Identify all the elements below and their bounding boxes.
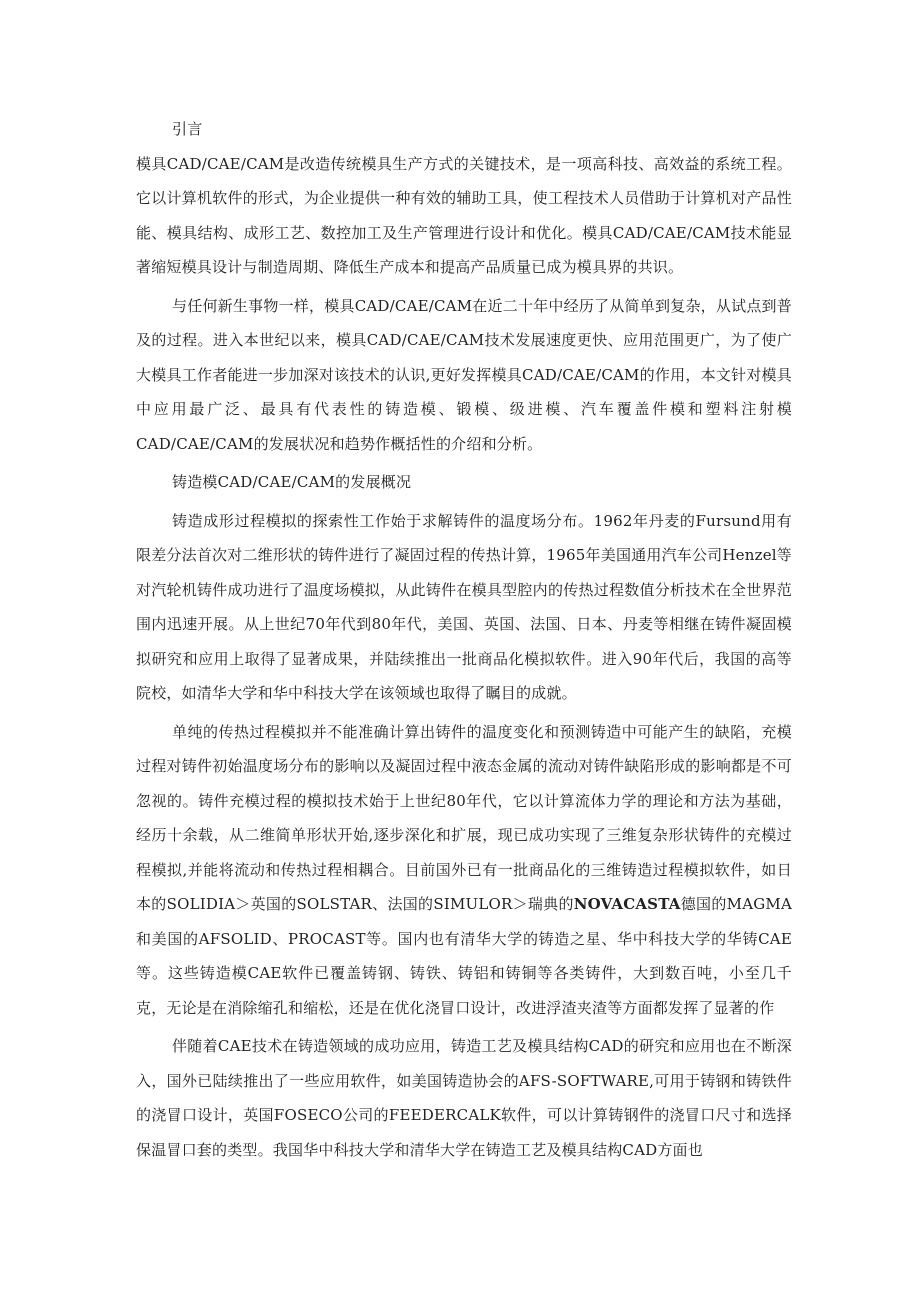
section-heading-intro: 引言 xyxy=(172,120,203,138)
paragraph-intro-2: 与任何新生事物一样，模具CAD/CAE/CAM在近二十年中经历了从简单到复杂，从试点到普及的过程。进入本世纪以来，模具CAD/CAE/CAM技术发展速度更快、应用范围更广，为了使广大模具工作者能进一步加深对该技术的认识,更好发挥模具CAD/CAE/CAM的作用，本文针对模具中应用最广泛、最具有代表性的铸造模、锻模、级进模、汽车覆盖件模和塑料注射模CAD/CAE/CAM的发展状况和趋势作概括性的介绍和分析。 xyxy=(136,296,792,453)
paragraph-casting-3: 伴随着CAE技术在铸造领域的成功应用，铸造工艺及模具结构CAD的研究和应用也在不断深入，国外已陆续推出了一些应用软件，如美国铸造协会的AFS-SOFTWARE,可用于铸钢和铸铁件的浇冒口设计，英国FOSECO公司的FEEDERCALK软件，可以计算铸钢件的浇冒口尺寸和选择保温冒口套的类型。我国华中科技大学和清华大学在铸造工艺及模具结构CAD方面也 xyxy=(136,1037,792,1159)
paragraph-casting-2-part-b: 德国的MAGMA和美国的AFSOLID、PROCAST等。国内也有清华大学的铸造之星、华中科技大学的华铸CAE等。这些铸造模CAE软件已覆盖铸钢、铸铁、铸铝和铸铜等各类铸件，大到数百吨，小至几千克，无论是在消除缩孔和缩松，还是在优化浇冒口设计，改进浮渣夹渣等方面都发挥了显著的作 xyxy=(136,895,792,1017)
software-name-novacast: NOVACASTA xyxy=(573,895,681,913)
section-heading-casting: 铸造模CAD/CAE/CAM的发展概况 xyxy=(172,473,412,491)
paragraph-casting-2-part-a: 单纯的传热过程模拟并不能准确计算出铸件的温度变化和预测铸造中可能产生的缺陷，充模过程对铸件初始温度场分布的影响以及凝固过程中液态金属的流动对铸件缺陷形成的影响都是不可忽视的。铸件充模过程的模拟技术始于上世纪80年代，它以计算流体力学的理论和方法为基础，经历十余载，从二维简单形状开始,逐步深化和扩展，现已成功实现了三维复杂形状铸件的充模过程模拟,并能将流动和传热过程相耦合。目前国外已有一批商品化的三维铸造过程模拟软件，如日本的SOLIDIA＞英国的SOLSTAR、法国的SIMULOR＞瑞典的 xyxy=(136,722,792,913)
document-body xyxy=(136,112,792,1167)
paragraph-casting-1: 铸造成形过程模拟的探索性工作始于求解铸件的温度场分布。1962年丹麦的Fursund用有限差分法首次对二维形状的铸件进行了凝固过程的传热计算，1965年美国通用汽车公司Henzel等对汽轮机铸件成功进行了温度场模拟，从此铸件在模具型腔内的传热过程数值分析技术在全世界范围内迅速开展。从上世纪70年代到80年代，美国、英国、法国、日本、丹麦等相继在铸件凝固模拟研究和应用上取得了显著成果，并陆续推出一批商品化模拟软件。进入90年代后，我国的高等院校，如清华大学和华中科技大学在该领域也取得了瞩目的成就。 xyxy=(136,511,792,702)
paragraph-intro-1: 模具CAD/CAE/CAM是改造传统模具生产方式的关键技术，是一项高科技、高效益的系统工程。它以计算机软件的形式，为企业提供一种有效的辅助工具，使工程技术人员借助于计算机对产品性能、模具结构、成形工艺、数控加工及生产管理进行设计和优化。模具CAD/CAE/CAM技术能显著缩短模具设计与制造周期、降低生产成本和提高产品质量已成为模具界的共识。 xyxy=(136,154,792,276)
paragraph-casting-2 xyxy=(136,715,792,1026)
